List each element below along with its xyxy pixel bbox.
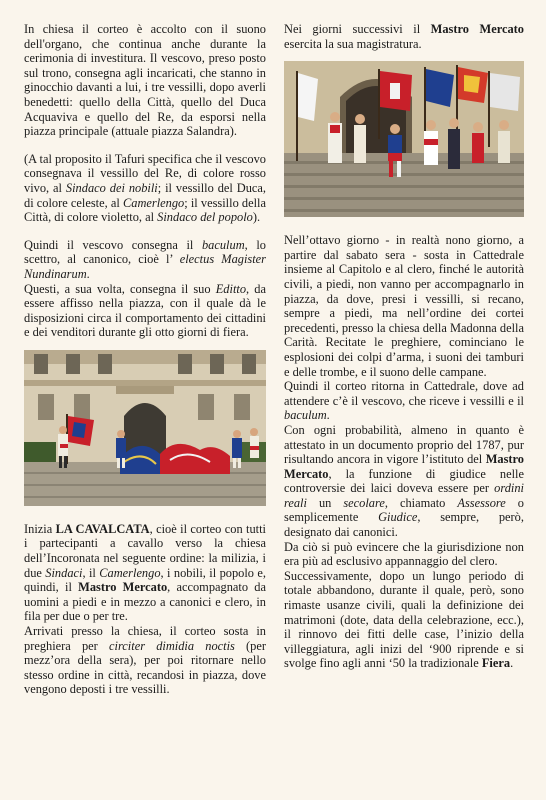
text-run: , sempre, però, designato dai canonici.	[284, 510, 524, 540]
italic-run: secolare	[343, 495, 385, 510]
bold-run: Mastro Mercato	[430, 22, 524, 36]
bold-run: Mastro Mercato	[284, 452, 524, 481]
text-run: o semplicemente	[284, 495, 524, 525]
text-run: , il	[82, 565, 100, 580]
text-run: un	[306, 495, 344, 510]
left-paragraph-6	[24, 624, 266, 697]
bold-run: Fiera	[481, 656, 511, 671]
italic-run: baculum	[201, 237, 245, 252]
text-run: esercita la sua magistratura.	[284, 36, 422, 51]
italic-run: Assessore	[457, 495, 506, 510]
text-run: ; il vessillo del Duca, di colore celeste, al	[24, 180, 267, 210]
text-run: , lo scettro, al canonico, cioè l’	[24, 237, 266, 267]
text-run: .	[326, 408, 330, 423]
text-run: Quindi il corteo ritorna in Cattedrale, dove ad attendere c’è il vescovo, che riceve i vessilli e il	[284, 379, 524, 408]
text-run: , la funzione di giudice nelle controversie dei laici doveva essere per	[284, 466, 524, 496]
italic-run: baculum	[284, 408, 327, 423]
right-paragraph-3	[284, 379, 524, 423]
photo-flag-wavers	[24, 350, 266, 506]
left-paragraph-4	[24, 282, 266, 340]
text-run: Successivamente, dopo un lungo periodo di totale abbandono, durante il quale, però, sono rimaste usanze civili, quali la definizione dei matrimoni (dote, data della celebrazione, ecc.), il rinnovo dei fitti delle case, l’inizio della villeggiatura, agli inizi del ‘900 riprende e si svolge fino agli anni ‘50 la tradizionale	[284, 568, 524, 671]
text-run: , da essere affisso nella piazza, con il quale dà le disposizioni circa il comportamento dei cittadini e dei venditori durante gli otto giorni di fiera.	[24, 281, 266, 340]
text-run: Arrivati presso la chiesa, il corteo sosta in preghiera per	[24, 624, 266, 653]
text-run: Quindi il vescovo consegna il	[24, 237, 202, 252]
text-run: .	[510, 656, 514, 671]
right-paragraph-1	[284, 22, 524, 51]
text-run: ).	[252, 210, 261, 225]
italic-run: circiter dimidia noctis	[109, 638, 235, 653]
italic-run: Giudice	[378, 510, 418, 525]
right-paragraph-5: Da ciò si può evincere che la giurisdizione non era più ad esclusivo appannaggio del clero.	[284, 539, 524, 569]
photo-procession-steps	[284, 61, 524, 217]
left-column	[24, 22, 266, 697]
italic-run: Sindaco dei nobili	[65, 180, 158, 195]
text-run: ; il vessillo della Città, di colore violetto, al	[24, 195, 266, 225]
text-run: .	[86, 266, 90, 281]
left-paragraph-5	[24, 522, 266, 624]
right-column	[284, 22, 524, 671]
text-run: , cioè il corteo con tutti i partecipanti a cavallo verso la chiesa dell’Incoronata nel seguente ordine: la milizia, i due	[24, 521, 266, 580]
right-paragraph-2: Nell’ottavo giorno - in realtà nono giorno, a partire dal sabato sera - sosta in Cattedrale insieme al Capitolo e al clero, finché le autorità civili, a piedi, non vanno per accompagnarlo in piazza, da dove, presi i vessilli, si recano, sempre a piedi, ma nell’ordine dei cortei precedenti, presso la chiesa della Madonna della Carità. Recitate le preghiere, cominciano le esplosioni dei colpi d’arma, i suoni dei tamburi e delle trombe, e il suono delle campane.	[284, 233, 524, 379]
italic-run: Camerlengo	[99, 565, 161, 580]
italic-run: ordini reali	[284, 481, 524, 510]
text-run: , accompagnato da uomini a piedi e in mezzo a canonici e clero, in fila per due o per tre.	[24, 580, 266, 624]
left-paragraph-1: In chiesa il corteo è accolto con il suono dell'organo, che continua anche durante la cerimonia di investitura. Il vescovo, preso posto sul trono, consegna agli incaricati, che stanno in ginocchio davanti a lui, i tre vessilli, dopo averli benedetti: quello della Città, quello del Duca Acquaviva e quello del Re, da esporsi nella piazza principale (attuale piazza Salandra).	[24, 22, 266, 139]
bold-run: Mastro Mercato	[78, 580, 168, 595]
text-run: (per mezz’ora della sera), per poi ritornare nello stesso ordine in città, recandosi in piazza, dove vengono deposti i tre vessilli.	[24, 638, 267, 697]
text-run: (A tal proposito il Tafuri specifica che il vescovo consegnava il vessillo del Re, di colore rosso vivo, al	[24, 151, 266, 195]
text-run: Nei giorni successivi il	[284, 22, 431, 36]
text-run: Questi, a sua volta, consegna il suo	[24, 281, 216, 296]
bold-run: LA CAVALCATA	[55, 521, 150, 536]
italic-run: Camerlengo	[122, 195, 185, 210]
text-run: Inizia	[24, 521, 56, 536]
left-paragraph-2	[24, 152, 266, 225]
italic-run: Editto	[215, 281, 247, 296]
right-paragraph-6	[284, 569, 524, 671]
italic-run: Sindaco del popolo	[157, 210, 253, 225]
text-run: Con ogni probabilità, almeno in quanto è attestato in un documento proprio del 1787, pur risultando ancora in vigore l’istituto del	[284, 422, 524, 467]
left-paragraph-3	[24, 238, 266, 282]
right-paragraph-4	[284, 423, 524, 540]
text-run: , chiamato	[384, 495, 458, 510]
italic-run: electus Magister Nundinarum	[24, 252, 266, 281]
italic-run: Sindaci	[45, 565, 83, 580]
text-run: , i nobili, il popolo e, quindi, il	[24, 565, 266, 595]
